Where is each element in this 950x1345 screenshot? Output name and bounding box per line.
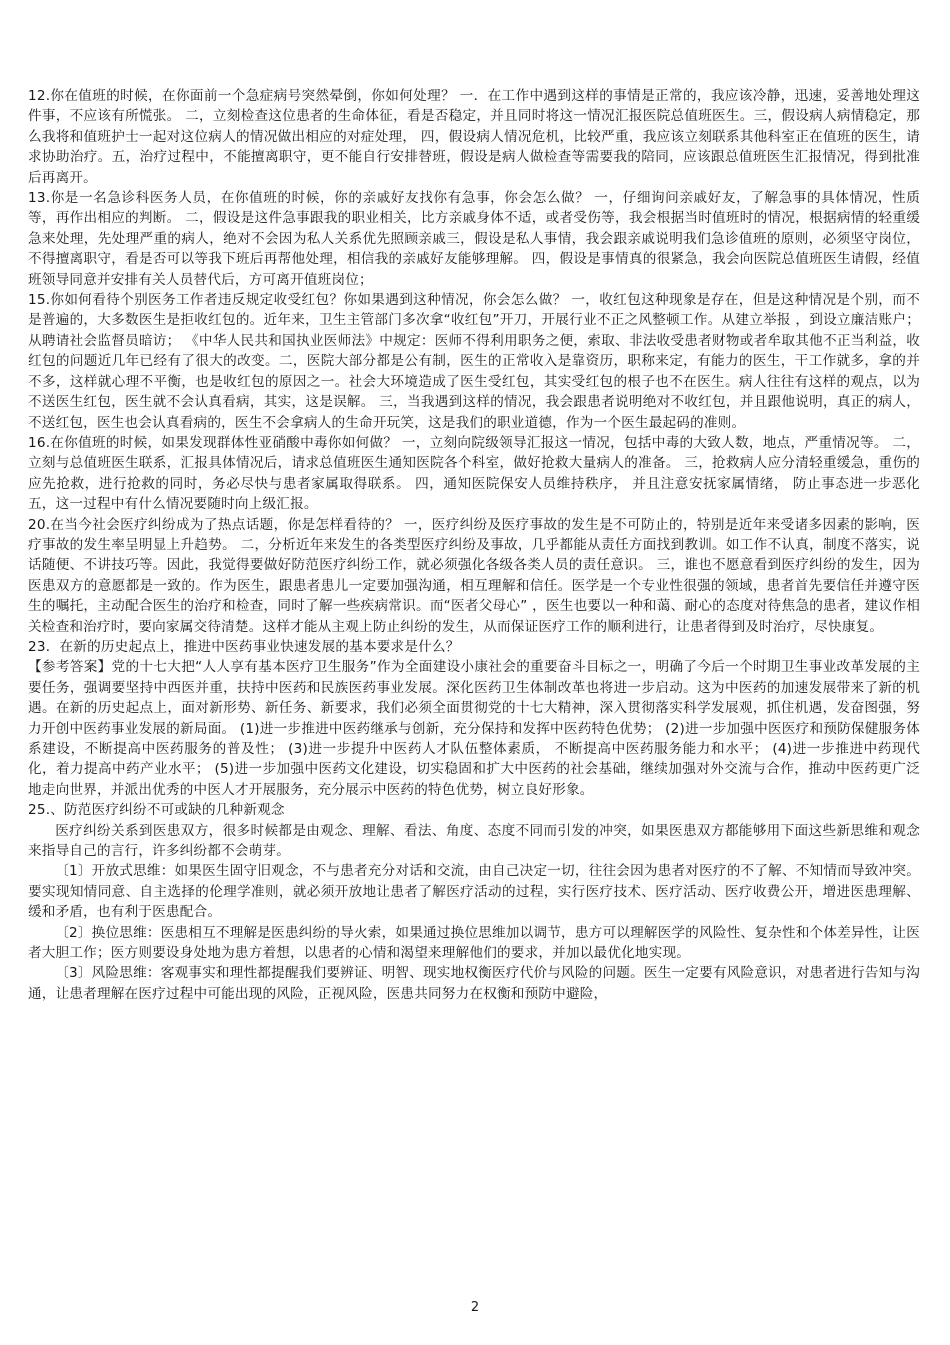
answer-25-point-1: 〔1〕开放式思维：如果医生固守旧观念，不与患者充分对话和交流，由自己决定一切，往往会因为患者对医疗的不了解、不知情而导致冲突。要实现知情同意、自主选择的伦理学准则，就必须开放地让患者了解医疗活动的过程，实行医疗技术、医疗活动、医疗收费公开，增进医患理解、缓和矛盾，也有利于医患配合。 — [28, 863, 920, 921]
page-number: 2 — [470, 1300, 480, 1315]
document-body — [28, 86, 920, 1004]
question-12: 12.你在值班的时候，在你面前一个急症病号突然晕倒，你如何处理？ 一．在工作中遇到这样的事情是正常的，我应该冷静，迅速，妥善地处理这件事，不应该有所慌张。 二，立刻检查这位患者的生命体征，看是否稳定，并且同时将这一情况汇报医院总值班医生。三，假设病人病情稳定，那么我将和值班护士一起对这位病人的情况做出相应的对症处理， 四，假设病人情况危机，比较严重，我应该立刻联系其他科室正在值班的医生，请求协助治疗。五，治疗过程中，不能擅离职守，更不能自行安排替班，假设是病人做检查等需要我的陪同，应该跟总值班医生汇报情况，得到批准后再离开。 — [28, 88, 920, 186]
answer-25-point-2: 〔2〕换位思维：医患相互不理解是医患纠纷的导火索，如果通过换位思维加以调节，患方可以理解医学的风险性、复杂性和个体差异性，让医者大胆工作；医方则要设身处地为患方着想，以患者的心情和渴望来理解他们的要求，并加以最优化地实现。 — [28, 924, 920, 962]
answer-25-point-3: 〔3〕风险思维：客观事实和理性都提醒我们要辨证、明智、现实地权衡医疗代价与风险的问题。医生一定要有风险意识，对患者进行告知与沟通，让患者理解在医疗过程中可能出现的风险，正视风险，医患共同努力在权衡和预防中避险， — [28, 965, 920, 1002]
answer-23: 【参考答案】党的十七大把“人人享有基本医疗卫生服务”作为全面建设小康社会的重要奋斗目标之一，明确了今后一个时期卫生事业改革发展的主要任务，强调要坚持中西医并重，扶持中医药和民族医药事业发展。深化医药卫生体制改革也将进一步启动。这为中医药的加速发展带来了新的机遇。在新的历史起点上，面对新形势、新任务、新要求，我们必须全面贯彻党的十七大精神，深入贯彻落实科学发展观，抓住机遇，发奋图强，努力开创中医药事业发展的新局面。 (1)进一步推进中医药继承与创新，充分保持和发挥中医药特色优势； (2)进一步加强中医医疗和预防保健服务体系建设，不断提高中医药服务的普及性； (3)进一步提升中医药人才队伍整体素质， 不断提高中医药服务能力和水平； (4)进一步推进中药现代化，着力提高中药产业水平； (5)进一步加强中医药文化建设，切实稳固和扩大中医药的社会基础，继续加强对外交流与合作，推动中医药更广泛地走向世界，并派出优秀的中医人才开展服务，充分展示中医药的特色优势，树立良好形象。 — [28, 659, 920, 798]
question-15: 15.你如何看待个别医务工作者违反规定收受红包？你如果遇到这种情况，你会怎么做？ 一，收红包这种现象是存在，但是这种情况是个别，而不是普遍的，大多数医生是拒收红包的。近年来，卫生主管部门多次拿“收红包”开刀，开展行业不正之风整顿工作。从建立举报 ，到设立廉洁账户；从聘请社会监督员暗访； 《中华人民共和国执业医师法》中规定：医师不得利用职务之便，索取、非法收受患者财物或者牟取其他不正当利益，收红包的问题近几年已经有了很大的改变。二，医院大部分都是公有制，医生的正常收入是靠资历，职称来定，有能力的医生，干工作就多，拿的并不多，这样就心理不平衡，也是收红包的原因之一。社会大环境造成了医生受红包，其实受红包的根子也不在医生。病人往往有这样的观点，以为不送医生红包，医生就不会认真看病，其实，这是误解。 三，当我遇到这样的情况，我会跟患者说明绝对不收红包，并且跟他说明，真正的病人，不送红包，医生也会认真看病的，医生不会拿病人的生命开玩笑，这是我们的职业道德，作为一个医生最起码的准则。 — [28, 292, 920, 431]
question-20: 20.在当今社会医疗纠纷成为了热点话题，你是怎样看待的？ 一，医疗纠纷及医疗事故的发生是不可防止的，特别是近年来受诸多因素的影响，医疗事故的发生率呈明显上升趋势。 二，分析近年来发生的各类型医疗纠纷及事故，几乎都能从责任方面找到教训。如工作不认真，制度不落实，说话随便、不讲技巧等。因此，我觉得要做好防范医疗纠纷工作，就必须强化各级各类人员的责任意识。 三，谁也不愿意看到医疗纠纷的发生，因为医患双方的意愿都是一致的。作为医生，跟患者患儿一定要加强沟通，相互理解和信任。医学是一个专业性很强的领域，患者首先要信任并遵守医生的嘱托，主动配合医生的治疗和检查，同时了解一些疾病常识。而“医者父母心” ，医生也要以一种和蔼、耐心的态度对待焦急的患者，建议作相关检查和治疗时，要向家属交待清楚。这样才能从主观上防止纠纷的发生，从而保证医疗工作的顺利进行，让患者得到及时治疗，尽快康复。 — [28, 516, 920, 635]
question-23: 23．在新的历史起点上，推进中医药事业快速发展的基本要求是什么？ — [28, 638, 460, 655]
question-13: 13.你是一名急诊科医务人员，在你值班的时候，你的亲戚好友找你有急事，你会怎么做？ 一，仔细询问亲戚好友，了解急事的具体情况，性质等，再作出相应的判断。 二，假设是这件急事跟我的职业相关，比方亲戚身体不适，或者受伤等，我会根据当时值班时的情况，根据病情的轻重缓急来处理，先处理严重的病人，绝对不会因为私人关系优先照顾亲戚三，假设是私人事情，我会跟亲戚说明我们急诊值班的原则，必须坚守岗位，不得擅离职守，看是否可以等我下班后再帮他处理，相信我的亲戚好友能够理解。 四，假设是事情真的很紧急，我会向医院总值班医生请假，经值班领导同意并安排有关人员替代后，方可离开值班岗位； — [28, 190, 920, 288]
question-16: 16.在你值班的时候，如果发现群体性亚硝酸中毒你如何做？ 一，立刻向院级领导汇报这一情况，包括中毒的大致人数，地点，严重情况等。 二，立刻与总值班医生联系，汇报具体情况后，请求总值班医生通知医院各个科室，做好抢救大量病人的准备。 三，抢救病人应分清轻重缓急，重伤的应先抢救，进行抢救的同时，务必尽快与患者家属取得联系。 四，通知医院保安人员维持秩序， 并且注意安抚家属情绪， 防止事态进一步恶化 五，这一过程中有什么情况要随时向上级汇报。 — [28, 434, 920, 513]
answer-25-intro: 医疗纠纷关系到医患双方，很多时候都是由观念、理解、看法、角度、态度不同而引发的冲突，如果医患双方都能够用下面这些新思维和观念来指导自己的言行，许多纠纷都不会萌芽。 — [28, 822, 920, 860]
question-25: 25.、防范医疗纠纷不可或缺的几种新观念 — [28, 802, 285, 819]
